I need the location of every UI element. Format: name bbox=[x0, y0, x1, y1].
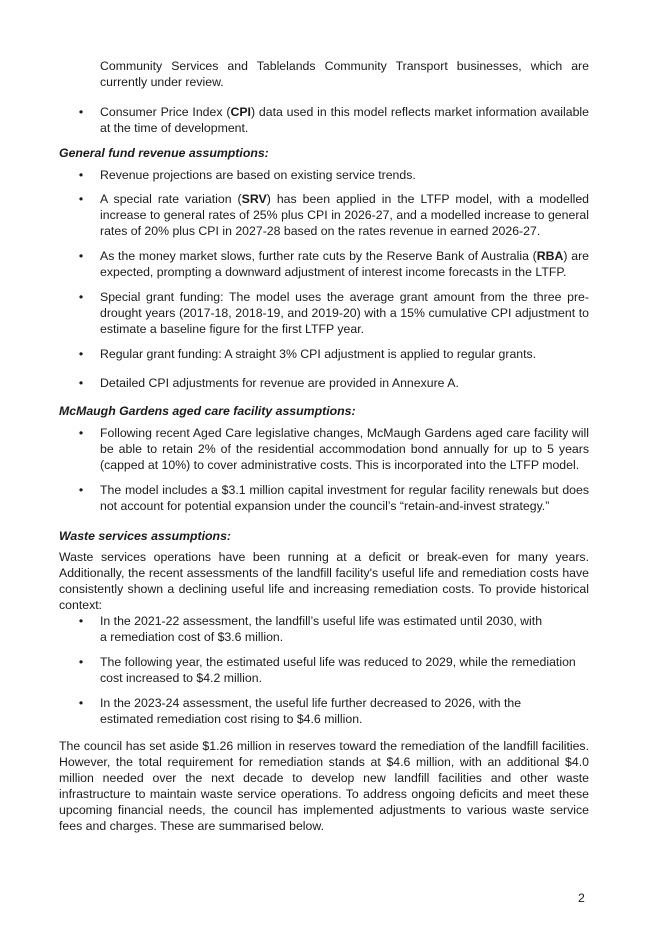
bullet-icon: • bbox=[78, 347, 84, 361]
waste-list bbox=[59, 613, 589, 727]
mcmaugh-list bbox=[59, 425, 589, 514]
continued-list bbox=[59, 58, 589, 136]
rba-abbrev: RBA bbox=[536, 249, 564, 263]
general-fund-list bbox=[59, 167, 589, 391]
bullet-icon: • bbox=[78, 290, 84, 304]
bullet-icon: • bbox=[78, 168, 84, 182]
list-item: • In the 2021-22 assessment, the landfill’s useful life was estimated until 2030, with a remediation cost of $3.6 million. bbox=[59, 613, 589, 645]
list-item bbox=[59, 58, 589, 90]
list-item: • In the 2023-24 assessment, the useful life further decreased to 2026, with the estimated remediation cost rising to $4.6 million. bbox=[59, 695, 589, 727]
list-item: • Consumer Price Index (CPI) data used in this model reflects market information available at the time of development. bbox=[59, 104, 589, 136]
waste-closing-paragraph: The council has set aside $1.26 million in reserves toward the remediation of the landfill facilities. However, the total requirement for remediation stands at $4.6 million, with an additional $4.0 million needed over the next decade to develop new landfill facilities and other waste infrastructure to maintain waste service operations. To address ongoing deficits and meet these upcoming financial needs, the council has implemented adjustments to various waste service fees and charges. These are summarised below. bbox=[59, 739, 589, 833]
bullet-icon: • bbox=[78, 192, 84, 206]
bullet-icon: • bbox=[78, 614, 84, 628]
bullet-icon: • bbox=[78, 655, 84, 669]
bullet-icon: • bbox=[78, 249, 84, 263]
page-number: 2 bbox=[578, 891, 585, 905]
bullet-icon: • bbox=[78, 105, 84, 119]
list-item: • The following year, the estimated useful life was reduced to 2029, while the remediation cost increased to $4.2 million. bbox=[59, 654, 589, 686]
list-item: • Following recent Aged Care legislative changes, McMaugh Gardens aged care facility will be able to retain 2% of the residential accommodation bond annually for up to 5 years (capped at 10%) to cover administrative costs. This is incorporated into the LTFP model. bbox=[59, 425, 589, 473]
list-item: • As the money market slows, further rate cuts by the Reserve Bank of Australia (RBA) are expected, prompting a downward adjustment of interest income forecasts in the LTFP. bbox=[59, 248, 589, 280]
cpi-abbrev: CPI bbox=[230, 105, 251, 119]
general-fund-heading: General fund revenue assumptions: bbox=[59, 146, 269, 160]
mcmaugh-heading: McMaugh Gardens aged care facility assumptions: bbox=[59, 404, 356, 418]
list-item: • Detailed CPI adjustments for revenue are provided in Annexure A. bbox=[59, 375, 589, 391]
list-item: • Regular grant funding: A straight 3% CPI adjustment is applied to regular grants. bbox=[59, 346, 589, 362]
list-item: • Special grant funding: The model uses the average grant amount from the three pre-drought years (2017-18, 2018-19, and 2019-20) with a 15% cumulative CPI adjustment to estimate a baseline figure for the first LTFP year. bbox=[59, 289, 589, 337]
list-item-text: Community Services and Tablelands Community Transport businesses, which are currently under review. bbox=[100, 59, 589, 89]
srv-abbrev: SRV bbox=[241, 192, 267, 206]
waste-intro-paragraph: Waste services operations have been running at a deficit or break-even for many years. Additionally, the recent assessments of the landfill facility's useful life and remediation costs have consistently shown a declining useful life and increasing remediation costs. To provide historical context: bbox=[59, 550, 589, 612]
waste-heading: Waste services assumptions: bbox=[59, 529, 232, 543]
bullet-icon: • bbox=[78, 696, 84, 710]
list-item: • A special rate variation (SRV) has been applied in the LTFP model, with a modelled increase to general rates of 25% plus CPI in 2026-27, and a modelled increase to general rates of 20% plus CPI in 2027-28 based on the rates revenue in earned 2026-27. bbox=[59, 191, 589, 239]
bullet-icon: • bbox=[78, 483, 84, 497]
list-item: • Revenue projections are based on existing service trends. bbox=[59, 167, 589, 183]
bullet-icon: • bbox=[78, 426, 84, 440]
bullet-icon: • bbox=[78, 376, 84, 390]
list-item: • The model includes a $3.1 million capital investment for regular facility renewals but does not account for potential expansion under the council’s “retain-and-invest strategy.” bbox=[59, 482, 589, 514]
